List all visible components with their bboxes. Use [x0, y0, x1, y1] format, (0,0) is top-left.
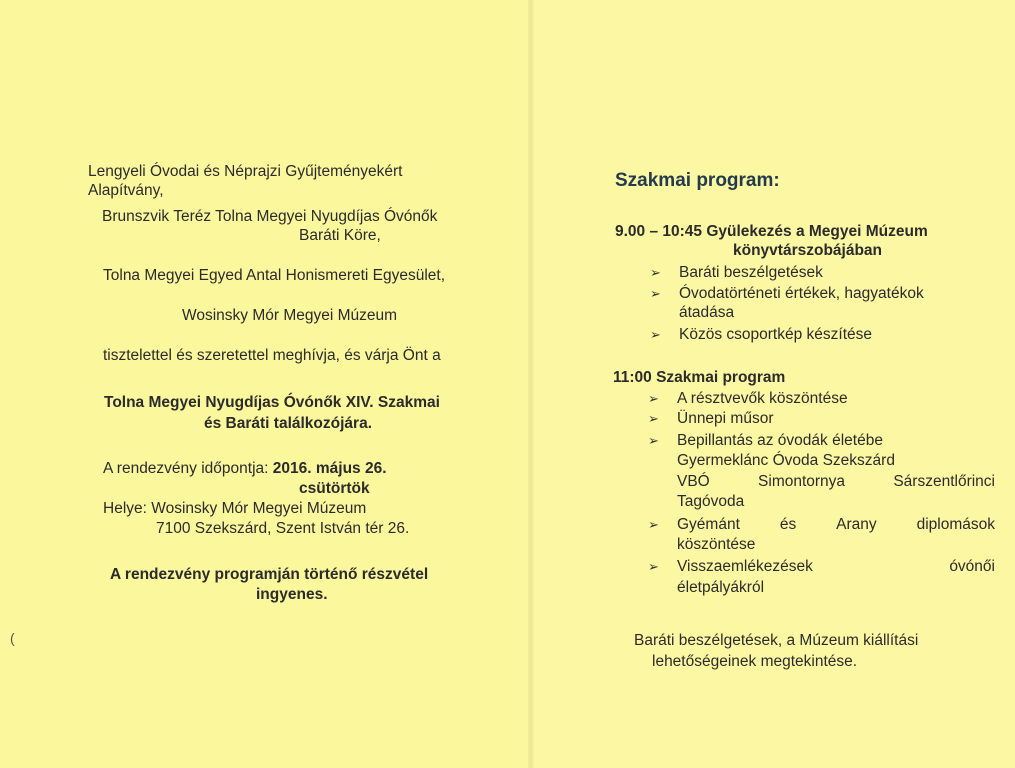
- section-2-item-label: Bepillantás az óvodák életébe: [677, 432, 883, 449]
- arrow-bullet-icon: ➢: [648, 411, 659, 426]
- section-2-item-label: Ünnepi műsor: [677, 410, 774, 427]
- arrow-bullet-icon: ➢: [648, 559, 659, 574]
- date-label: A rendezvény időpontja:: [103, 460, 269, 477]
- arrow-bullet-icon: ➢: [650, 327, 661, 342]
- memory-word: óvónői: [949, 558, 995, 575]
- diploma-word: diplomások: [916, 516, 995, 533]
- section-1-item: [650, 263, 823, 282]
- section-1-item-label: Baráti beszélgetések: [679, 264, 823, 281]
- organizer-2-line-2: Baráti Köre,: [299, 227, 381, 244]
- arrow-bullet-icon: ➢: [648, 433, 659, 448]
- section-2-item: [648, 389, 848, 408]
- memory-word: Visszaemlékezések: [677, 558, 813, 575]
- section-2-item-continuation: [677, 472, 995, 491]
- closing-line-2: lehetőségeinek megtekintése.: [652, 653, 858, 670]
- section-1-item: [650, 284, 924, 303]
- section-2-item-continuation: köszöntése: [677, 536, 756, 553]
- section-2-title: 11:00 Szakmai program: [613, 369, 786, 386]
- section-1-title-line-2: könyvtárszobájában: [733, 242, 883, 259]
- section-1-title-line-1: 9.00 – 10:45 Gyülekezés a Megyei Múzeum: [615, 223, 928, 240]
- section-2-item: [648, 557, 995, 576]
- diploma-word: Arany: [836, 516, 877, 533]
- page-fold: [528, 0, 534, 768]
- weekday: csütörtök: [299, 480, 370, 497]
- free-entry-line-1: A rendezvény programján történő részvétel: [110, 566, 429, 583]
- organizer-2-line-1: Brunszvik Teréz Tolna Megyei Nyugdíjas Óvónők: [102, 208, 438, 225]
- section-2-item: [648, 515, 995, 534]
- section-1-item-label: Óvodatörténeti értékek, hagyatékok: [679, 285, 924, 302]
- program-heading: Szakmai program:: [615, 170, 780, 191]
- vbo-word: Sárszentlőrinci: [893, 473, 995, 490]
- section-2-item-continuation: életpályákról: [677, 579, 765, 596]
- invitation-text: tisztelettel és szeretettel meghívja, és várja Önt a: [103, 347, 441, 364]
- event-title-line-1: Tolna Megyei Nyugdíjas Óvónők XIV. Szakmai: [104, 394, 440, 411]
- date-value: 2016. május 26.: [272, 460, 387, 477]
- vbo-word: VBÓ: [677, 473, 710, 490]
- section-1-item-label: Közös csoportkép készítése: [679, 326, 872, 343]
- closing-line-1: Baráti beszélgetések, a Múzeum kiállítási: [634, 632, 919, 649]
- diploma-word: Gyémánt: [677, 516, 740, 533]
- event-title-line-2: és Baráti találkozójára.: [204, 415, 372, 432]
- section-1-item: [650, 325, 872, 344]
- place-label: Helye:: [103, 500, 147, 517]
- section-2-item: [648, 431, 883, 450]
- arrow-bullet-icon: ➢: [650, 286, 661, 301]
- date-line: [103, 459, 387, 478]
- diploma-word: és: [779, 516, 797, 533]
- arrow-bullet-icon: ➢: [650, 265, 661, 280]
- place-line: [103, 499, 366, 518]
- section-2-item-continuation: Tagóvoda: [677, 493, 745, 510]
- organizer-3: Tolna Megyei Egyed Antal Honismereti Egyesület,: [103, 267, 446, 284]
- scan-mark: (: [10, 630, 15, 646]
- section-2-item-label: A résztvevők köszöntése: [677, 390, 848, 407]
- organizer-1-line-1: Lengyeli Óvodai és Néprajzi Gyűjteményekért: [88, 163, 403, 180]
- place-value: Wosinsky Mór Megyei Múzeum: [151, 500, 367, 517]
- arrow-bullet-icon: ➢: [648, 391, 659, 406]
- vbo-word: Simontornya: [758, 473, 846, 490]
- organizer-4: Wosinsky Mór Megyei Múzeum: [182, 307, 398, 324]
- arrow-bullet-icon: ➢: [648, 517, 659, 532]
- address: 7100 Szekszárd, Szent István tér 26.: [156, 520, 410, 537]
- organizer-1-line-2: Alapítvány,: [88, 182, 164, 199]
- section-2-item-continuation: Gyermeklánc Óvoda Szekszárd: [677, 452, 895, 469]
- section-1-item-continuation: átadása: [679, 304, 735, 321]
- section-2-item: [648, 409, 774, 428]
- free-entry-line-2: ingyenes.: [256, 586, 328, 603]
